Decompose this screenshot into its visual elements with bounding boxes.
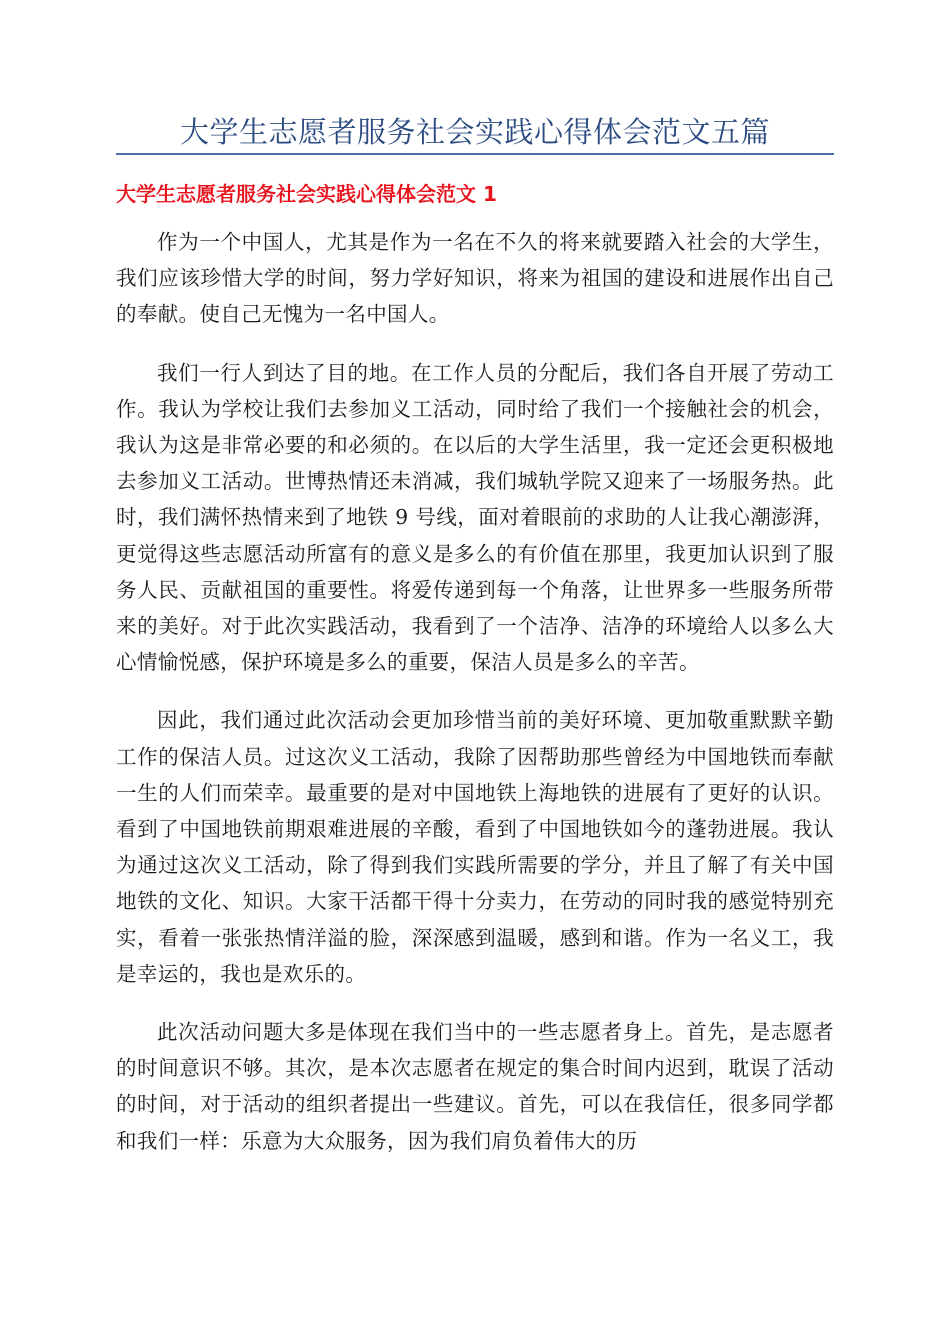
paragraph: 因此，我们通过此次活动会更加珍惜当前的美好环境、更加敬重默默辛勤工作的保洁人员。过这次义工活动，我除了因帮助那些曾经为中国地铁而奉献一生的人们而荣幸。最重要的是对中国地铁上海地铁的进展有了更好的认识。看到了中国地铁前期艰难进展的辛酸，看到了中国地铁如今的蓬勃进展。我认为通过这次义工活动，除了得到我们实践所需要的学分，并且了解了有关中国地铁的文化、知识。大家干活都干得十分卖力，在劳动的同时我的感觉特别充实，看着一张张热情洋溢的脸，深深感到温暖，感到和谐。作为一名义工，我是幸运的，我也是欢乐的。 xyxy=(116,708,834,986)
document-title: 大学生志愿者服务社会实践心得体会范文五篇 xyxy=(179,115,770,149)
paragraph: 作为一个中国人，尤其是作为一名在不久的将来就要踏入社会的大学生，我们应该珍惜大学的时间，努力学好知识，将来为祖国的建设和进展作出自己的奉献。使自己无愧为一名中国人。 xyxy=(116,230,834,327)
title-underline xyxy=(116,153,834,155)
paragraph: 我们一行人到达了目的地。在工作人员的分配后，我们各自开展了劳动工作。我认为学校让我们去参加义工活动，同时给了我们一个接触社会的机会，我认为这是非常必要的和必须的。在以后的大学生活里，我一定还会更积极地去参加义工活动。世博热情还未消减，我们城轨学院又迎来了一场服务热。此时，我们满怀热情来到了地铁 9 号线，面对着眼前的求助的人让我心潮澎湃，更觉得这些志愿活动所富有的意义是多么的有价值在那里，我更加认识到了服务人民、贡献祖国的重要性。将爱传递到每一个角落，让世界多一些服务所带来的美好。对于此次实践活动，我看到了一个洁净、洁净的环境给人以多么大心情愉悦感，保护环境是多么的重要，保洁人员是多么的辛苦。 xyxy=(116,360,834,675)
section-heading: 大学生志愿者服务社会实践心得体会范文 1 xyxy=(116,182,497,206)
body-text xyxy=(116,224,834,1181)
paragraph: 此次活动问题大多是体现在我们当中的一些志愿者身上。首先，是志愿者的时间意识不够。其次，是本次志愿者在规定的集合时间内迟到，耽误了活动的时间，对于活动的组织者提出一些建议。首先，可以在我信任，很多同学都和我们一样：乐意为大众服务，因为我们肩负着伟大的历 xyxy=(116,1020,834,1153)
